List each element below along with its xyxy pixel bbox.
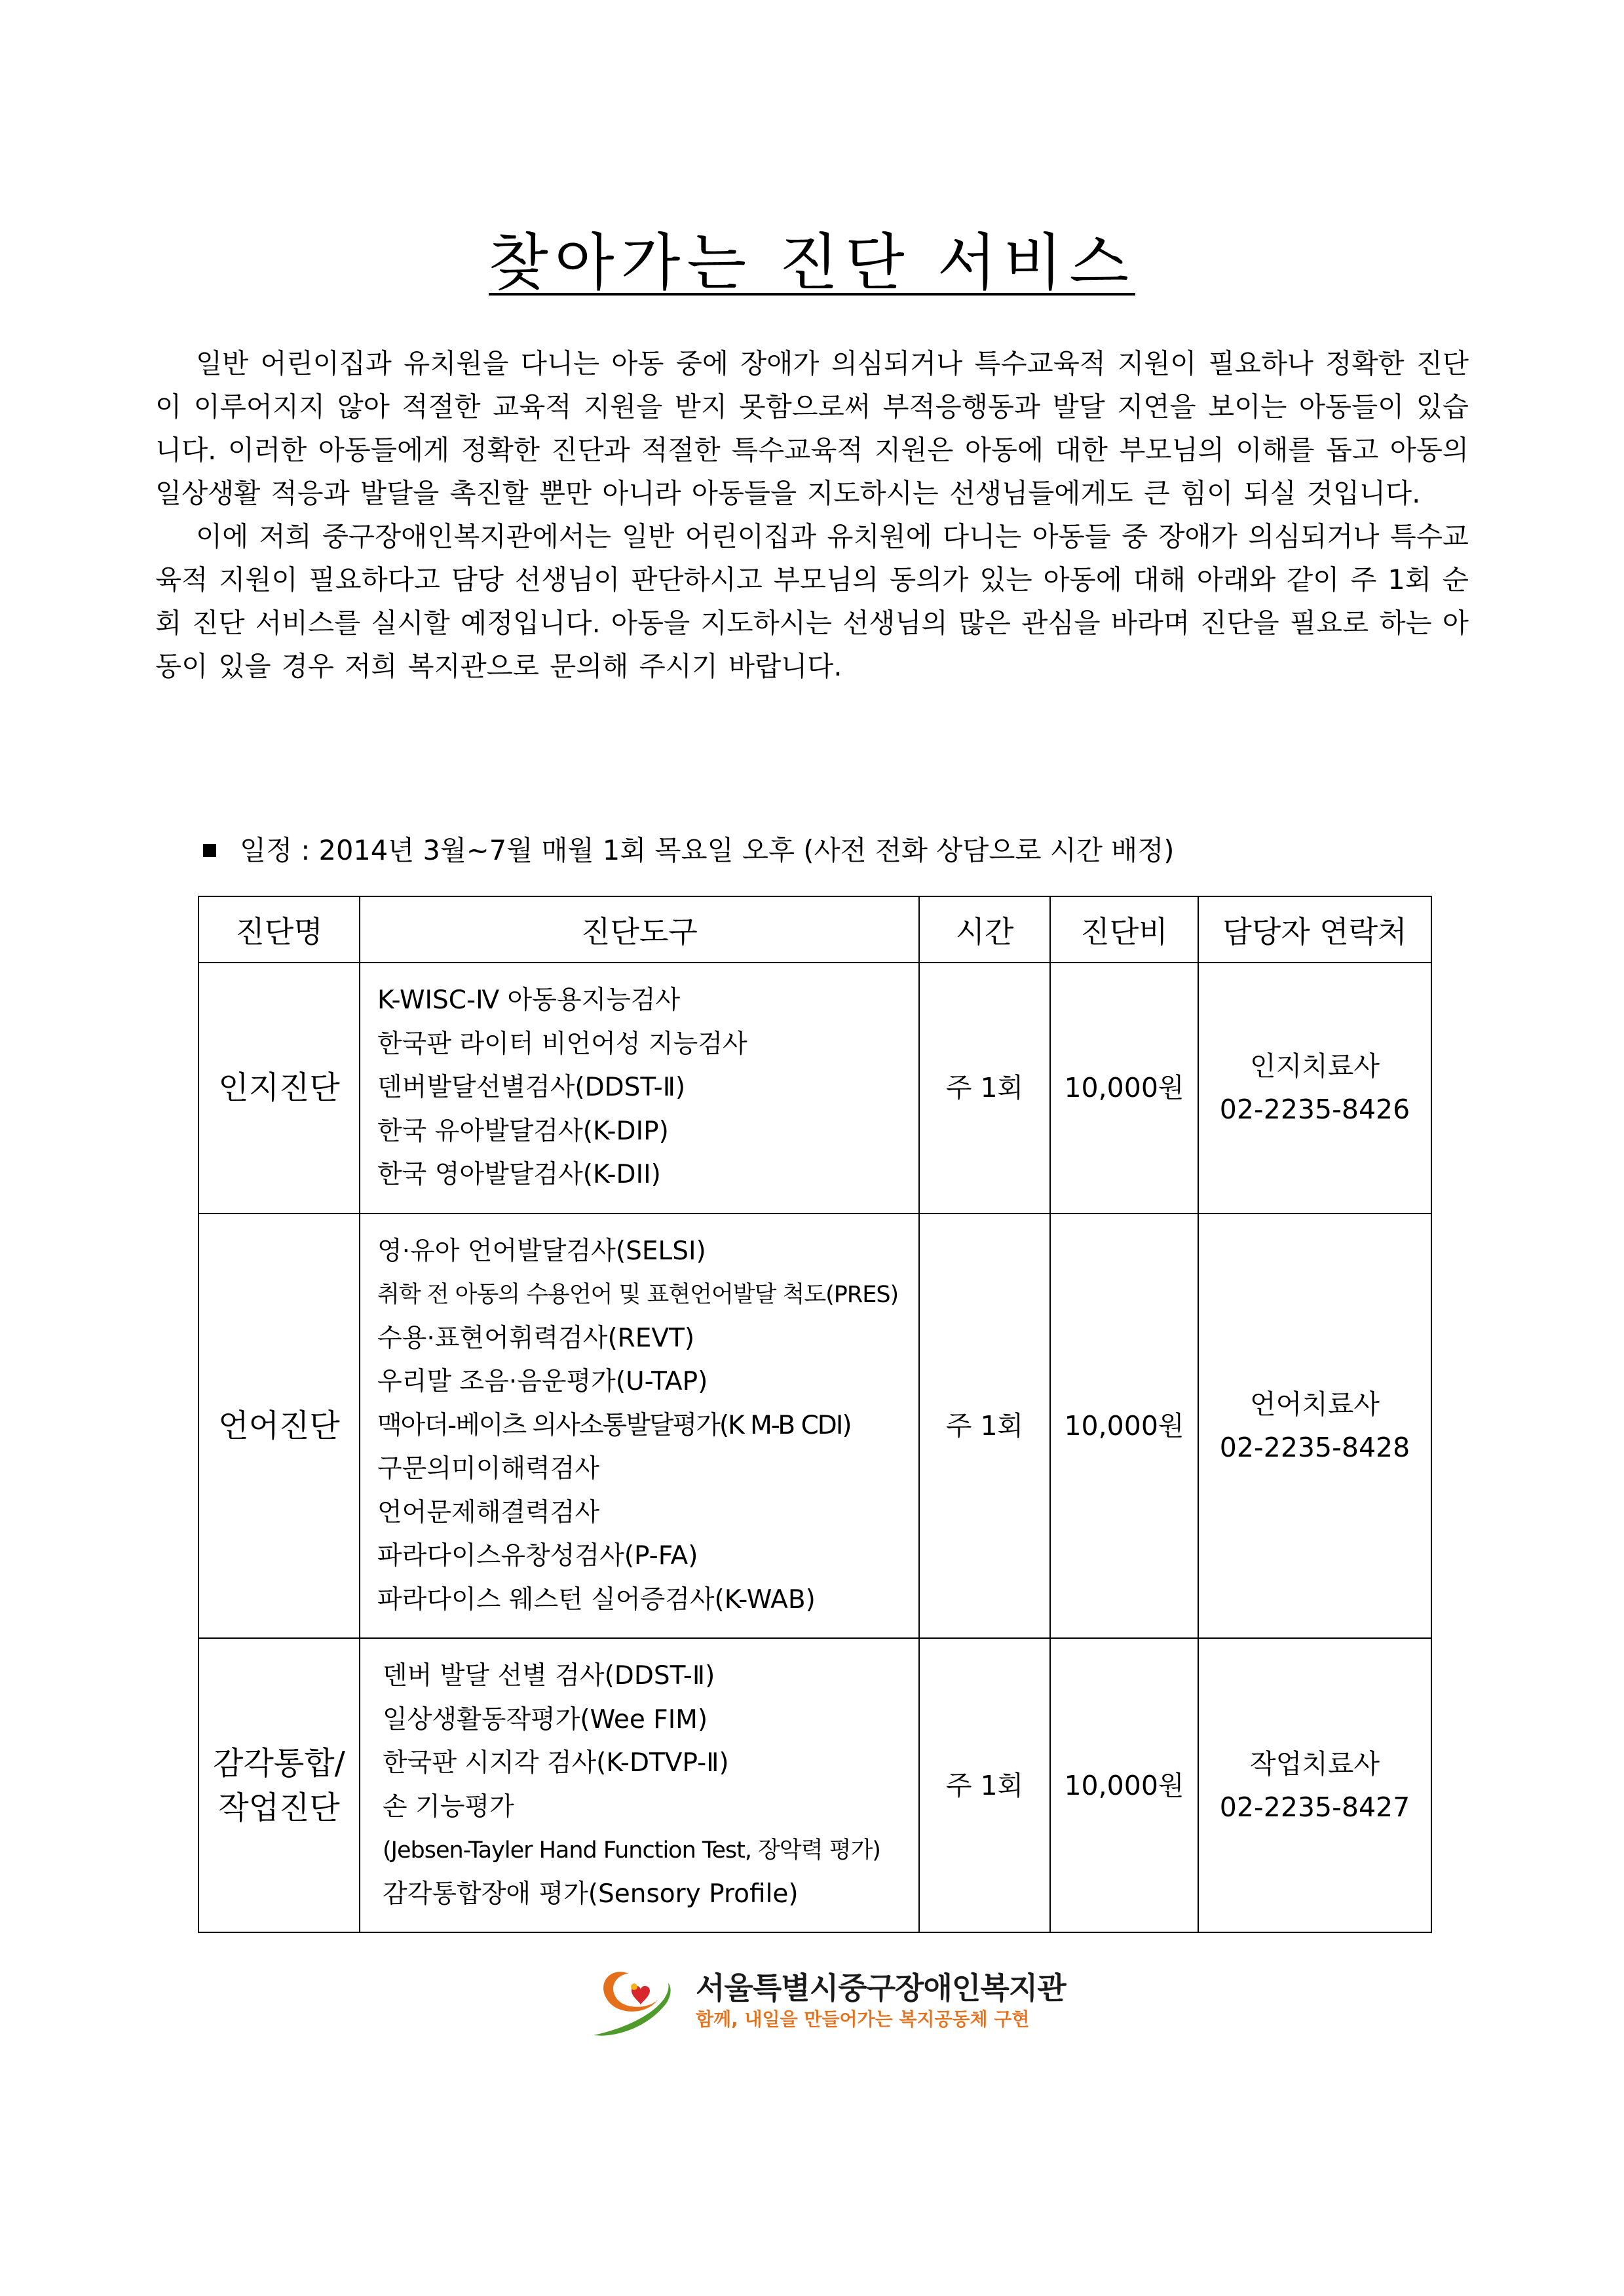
session-time: 주 1회: [919, 1638, 1050, 1932]
contact-role: 작업치료사: [1249, 1748, 1380, 1780]
contact-phone: 02-2235-8426: [1219, 1094, 1410, 1126]
intro-text: [155, 342, 1469, 688]
tool-item: 우리말 조음·음운평가(U-TAP): [377, 1367, 708, 1396]
intro-paragraph: 일반 어린이집과 유치원을 다니는 아동 중에 장애가 의심되거나 특수교육적 지원이 필요하나 정확한 진단이 이루어지지 않아 적절한 교육적 지원을 받지 못함으로써 부적응행동과 발달 지연을 보이는 아동들이 있습니다. 이러한 아동들에게 정확한 진단과 적절한 특수교육적 지원은 아동에 대한 부모님의 이해를 돕고 아동의 일상생활 적응과 발달을 촉진할 뿐만 아니라 아동들을 지도하시는 선생님들에게도 큰 힘이 되실 것입니다.: [155, 347, 1469, 509]
contact-cell: [1198, 1638, 1431, 1932]
diagnosis-name-line: 인지진단: [218, 1069, 340, 1107]
contact-phone: 02-2235-8428: [1219, 1431, 1410, 1463]
schedule-line: [203, 829, 1175, 872]
diagnosis-table: [198, 896, 1432, 1933]
tool-item: 파라다이스유창성검사(P-FA): [377, 1541, 698, 1571]
tool-item: 손 기능평가: [383, 1791, 514, 1822]
contact-cell: [1198, 963, 1431, 1214]
tool-item: 수용·표현어휘력검사(REVT): [377, 1323, 695, 1353]
tool-item: 덴버 발달 선별 검사(DDST-Ⅱ): [383, 1661, 715, 1691]
diagnosis-name-line: 언어진단: [218, 1407, 340, 1444]
diagnosis-fee: 10,000원: [1050, 1214, 1198, 1639]
diagnosis-fee: 10,000원: [1050, 1638, 1198, 1932]
contact-phone: 02-2235-8427: [1219, 1791, 1410, 1823]
tool-item: 한국판 시지각 검사(K-DTVP-Ⅱ): [383, 1748, 729, 1778]
tool-item: 한국 영아발달검사(K-DII): [377, 1160, 661, 1189]
table-row: [198, 963, 1431, 1214]
header-tools: 진단도구: [360, 896, 919, 963]
org-logo: [590, 1959, 1066, 2044]
diagnosis-fee: 10,000원: [1050, 963, 1198, 1214]
tool-item: 구문의미이해력검사: [377, 1454, 600, 1483]
tool-item: 언어문제해결력검사: [377, 1497, 600, 1527]
diagnosis-tools: [360, 1638, 919, 1932]
tool-item: 한국 유아발달검사(K-DIP): [377, 1116, 669, 1146]
header-name: 진단명: [198, 896, 360, 963]
tool-item: 일상생활동작평가(Wee FIM): [383, 1704, 708, 1734]
diagnosis-name: [198, 1638, 360, 1932]
tool-item: 감각통합장애 평가(Sensory Profile): [383, 1879, 799, 1909]
tool-item: (Jebsen-Tayler Hand Function Test, 장악력 평가): [383, 1837, 880, 1864]
org-tagline: 함께, 내일을 만들어가는 복지공동체 구현: [696, 2008, 1030, 2030]
page-title: 찾아가는 진단 서비스: [489, 227, 1135, 299]
diagnosis-name-line: 감각통합/: [213, 1744, 345, 1782]
tool-item: 맥아더-베이츠 의사소통발달평가(K M-B CDI): [377, 1410, 851, 1440]
contact-cell: [1198, 1214, 1431, 1639]
header-fee: 진단비: [1050, 896, 1198, 963]
org-name: 서울특별시중구장애인복지관: [696, 1970, 1066, 2006]
table-row: [198, 1214, 1431, 1639]
tool-item: 파라다이스 웨스턴 실어증검사(K-WAB): [377, 1584, 816, 1615]
header-time: 시간: [919, 896, 1050, 963]
diagnosis-name: [198, 963, 360, 1214]
session-time: 주 1회: [919, 1214, 1050, 1639]
diagnosis-name: [198, 1214, 360, 1639]
square-bullet-icon: [203, 844, 216, 857]
diagnosis-name-line: 작업진단: [218, 1789, 340, 1826]
contact-role: 인지치료사: [1249, 1050, 1380, 1082]
tool-item: K-WISC-Ⅳ 아동용지능검사: [377, 985, 681, 1015]
schedule-text: 일정 : 2014년 3월~7월 매월 1회 목요일 오후 (사전 전화 상담으로 시간 배정): [240, 834, 1175, 866]
header-contact: 담당자 연락처: [1198, 896, 1431, 963]
session-time: 주 1회: [919, 963, 1050, 1214]
table-header-row: [198, 896, 1431, 963]
org-emblem-icon: [590, 1959, 694, 2044]
tool-item: 영·유아 언어발달검사(SELSI): [377, 1236, 706, 1266]
tool-item: 취학 전 아동의 수용언어 및 표현언어발달 척도(PRES): [377, 1282, 899, 1308]
tool-item: 덴버발달선별검사(DDST-Ⅱ): [377, 1073, 686, 1102]
diagnosis-tools: [360, 1214, 919, 1639]
contact-role: 언어치료사: [1249, 1388, 1380, 1420]
table-row: [198, 1638, 1431, 1932]
tool-item: 한국판 라이터 비언어성 지능검사: [377, 1029, 747, 1059]
diagnosis-tools: [360, 963, 919, 1214]
intro-paragraph: 이에 저희 중구장애인복지관에서는 일반 어린이집과 유치원에 다니는 아동들 중 장애가 의심되거나 특수교육적 지원이 필요하다고 담당 선생님이 판단하시고 부모님의 동의가 있는 아동에 대해 아래와 같이 주 1회 순회 진단 서비스를 실시할 예정입니다. 아동을 지도하시는 선생님의 많은 관심을 바라며 진단을 필요로 하는 아동이 있을 경우 저희 복지관으로 문의해 주시기 바랍니다.: [155, 520, 1469, 682]
